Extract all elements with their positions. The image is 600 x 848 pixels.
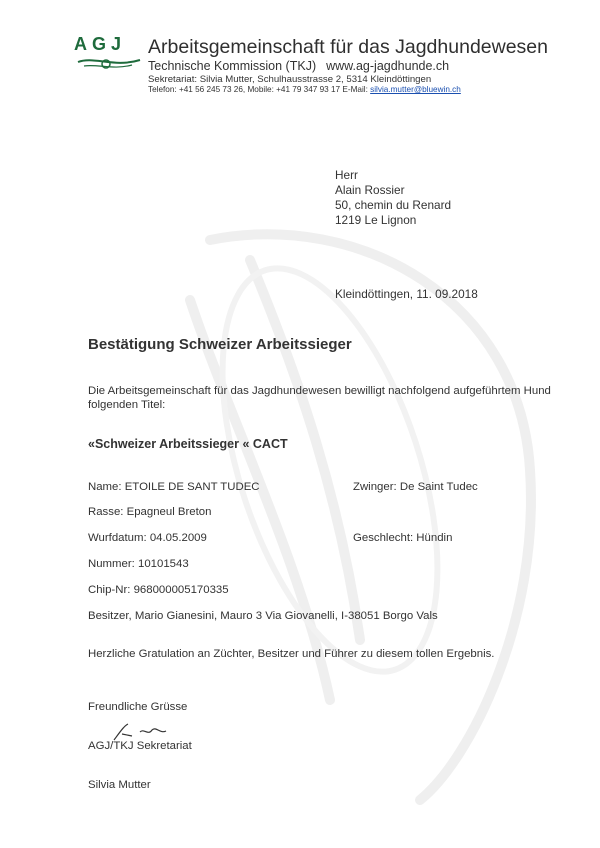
dog-sex: Geschlecht: Hündin [353,532,453,544]
contact-line [148,85,461,94]
date-line: Kleindöttingen, 11. 09.2018 [335,287,478,301]
awarded-title: «Schweizer Arbeitssieger « CACT [88,437,288,451]
signer-name: Silvia Mutter [88,779,151,791]
congratulation-text: Herzliche Gratulation an Züchter, Besitzer und Führer zu diesem tollen Ergebnis. [88,648,495,660]
phone-numbers: Telefon: +41 56 245 73 26, Mobile: +41 79 347 93 17 E-Mail: [148,85,371,94]
org-commission-line [148,59,449,73]
dog-birthdate: Wurfdatum: 04.05.2009 [88,532,207,544]
website-link[interactable]: www.ag-jagdhunde.ch [326,59,450,73]
org-name: Arbeitsgemeinschaft für das Jagdhundewesen [148,36,548,58]
subject-heading: Bestätigung Schweizer Arbeitssieger [88,336,352,353]
signoff-department: AGJ/TKJ Sekretariat [88,740,192,752]
recipient-street: 50, chemin du Renard [335,198,452,212]
closing-greeting: Freundliche Grüsse [88,701,188,713]
dog-kennel: Zwinger: De Saint Tudec [353,481,478,493]
dog-number: Nummer: 10101543 [88,558,189,570]
dog-name: Name: ETOILE DE SANT TUDEC [88,481,260,493]
dog-breed: Rasse: Epagneul Breton [88,506,212,518]
logo: AGJ [74,34,127,54]
recipient-city: 1219 Le Lignon [335,213,417,227]
secretariat-address: Sekretariat: Silvia Mutter, Schulhausstrasse 2, 5314 Kleindöttingen [148,74,432,85]
dog-chip: Chip-Nr: 968000005170335 [88,584,229,596]
commission-name: Technische Kommission (TKJ) [148,59,317,73]
intro-text-line-1: Die Arbeitsgemeinschaft für das Jagdhundewesen bewilligt nachfolgend aufgeführtem Hund [88,385,551,397]
email-link[interactable]: silvia.mutter@bluewin.ch [370,85,461,94]
dog-owner: Besitzer, Mario Gianesini, Mauro 3 Via Giovanelli, I-38051 Borgo Vals [88,610,438,622]
recipient-salutation: Herr [335,168,358,182]
intro-text-line-2: folgenden Titel: [88,399,166,411]
recipient-name: Alain Rossier [335,183,405,197]
logo-emblem-icon [74,38,144,72]
